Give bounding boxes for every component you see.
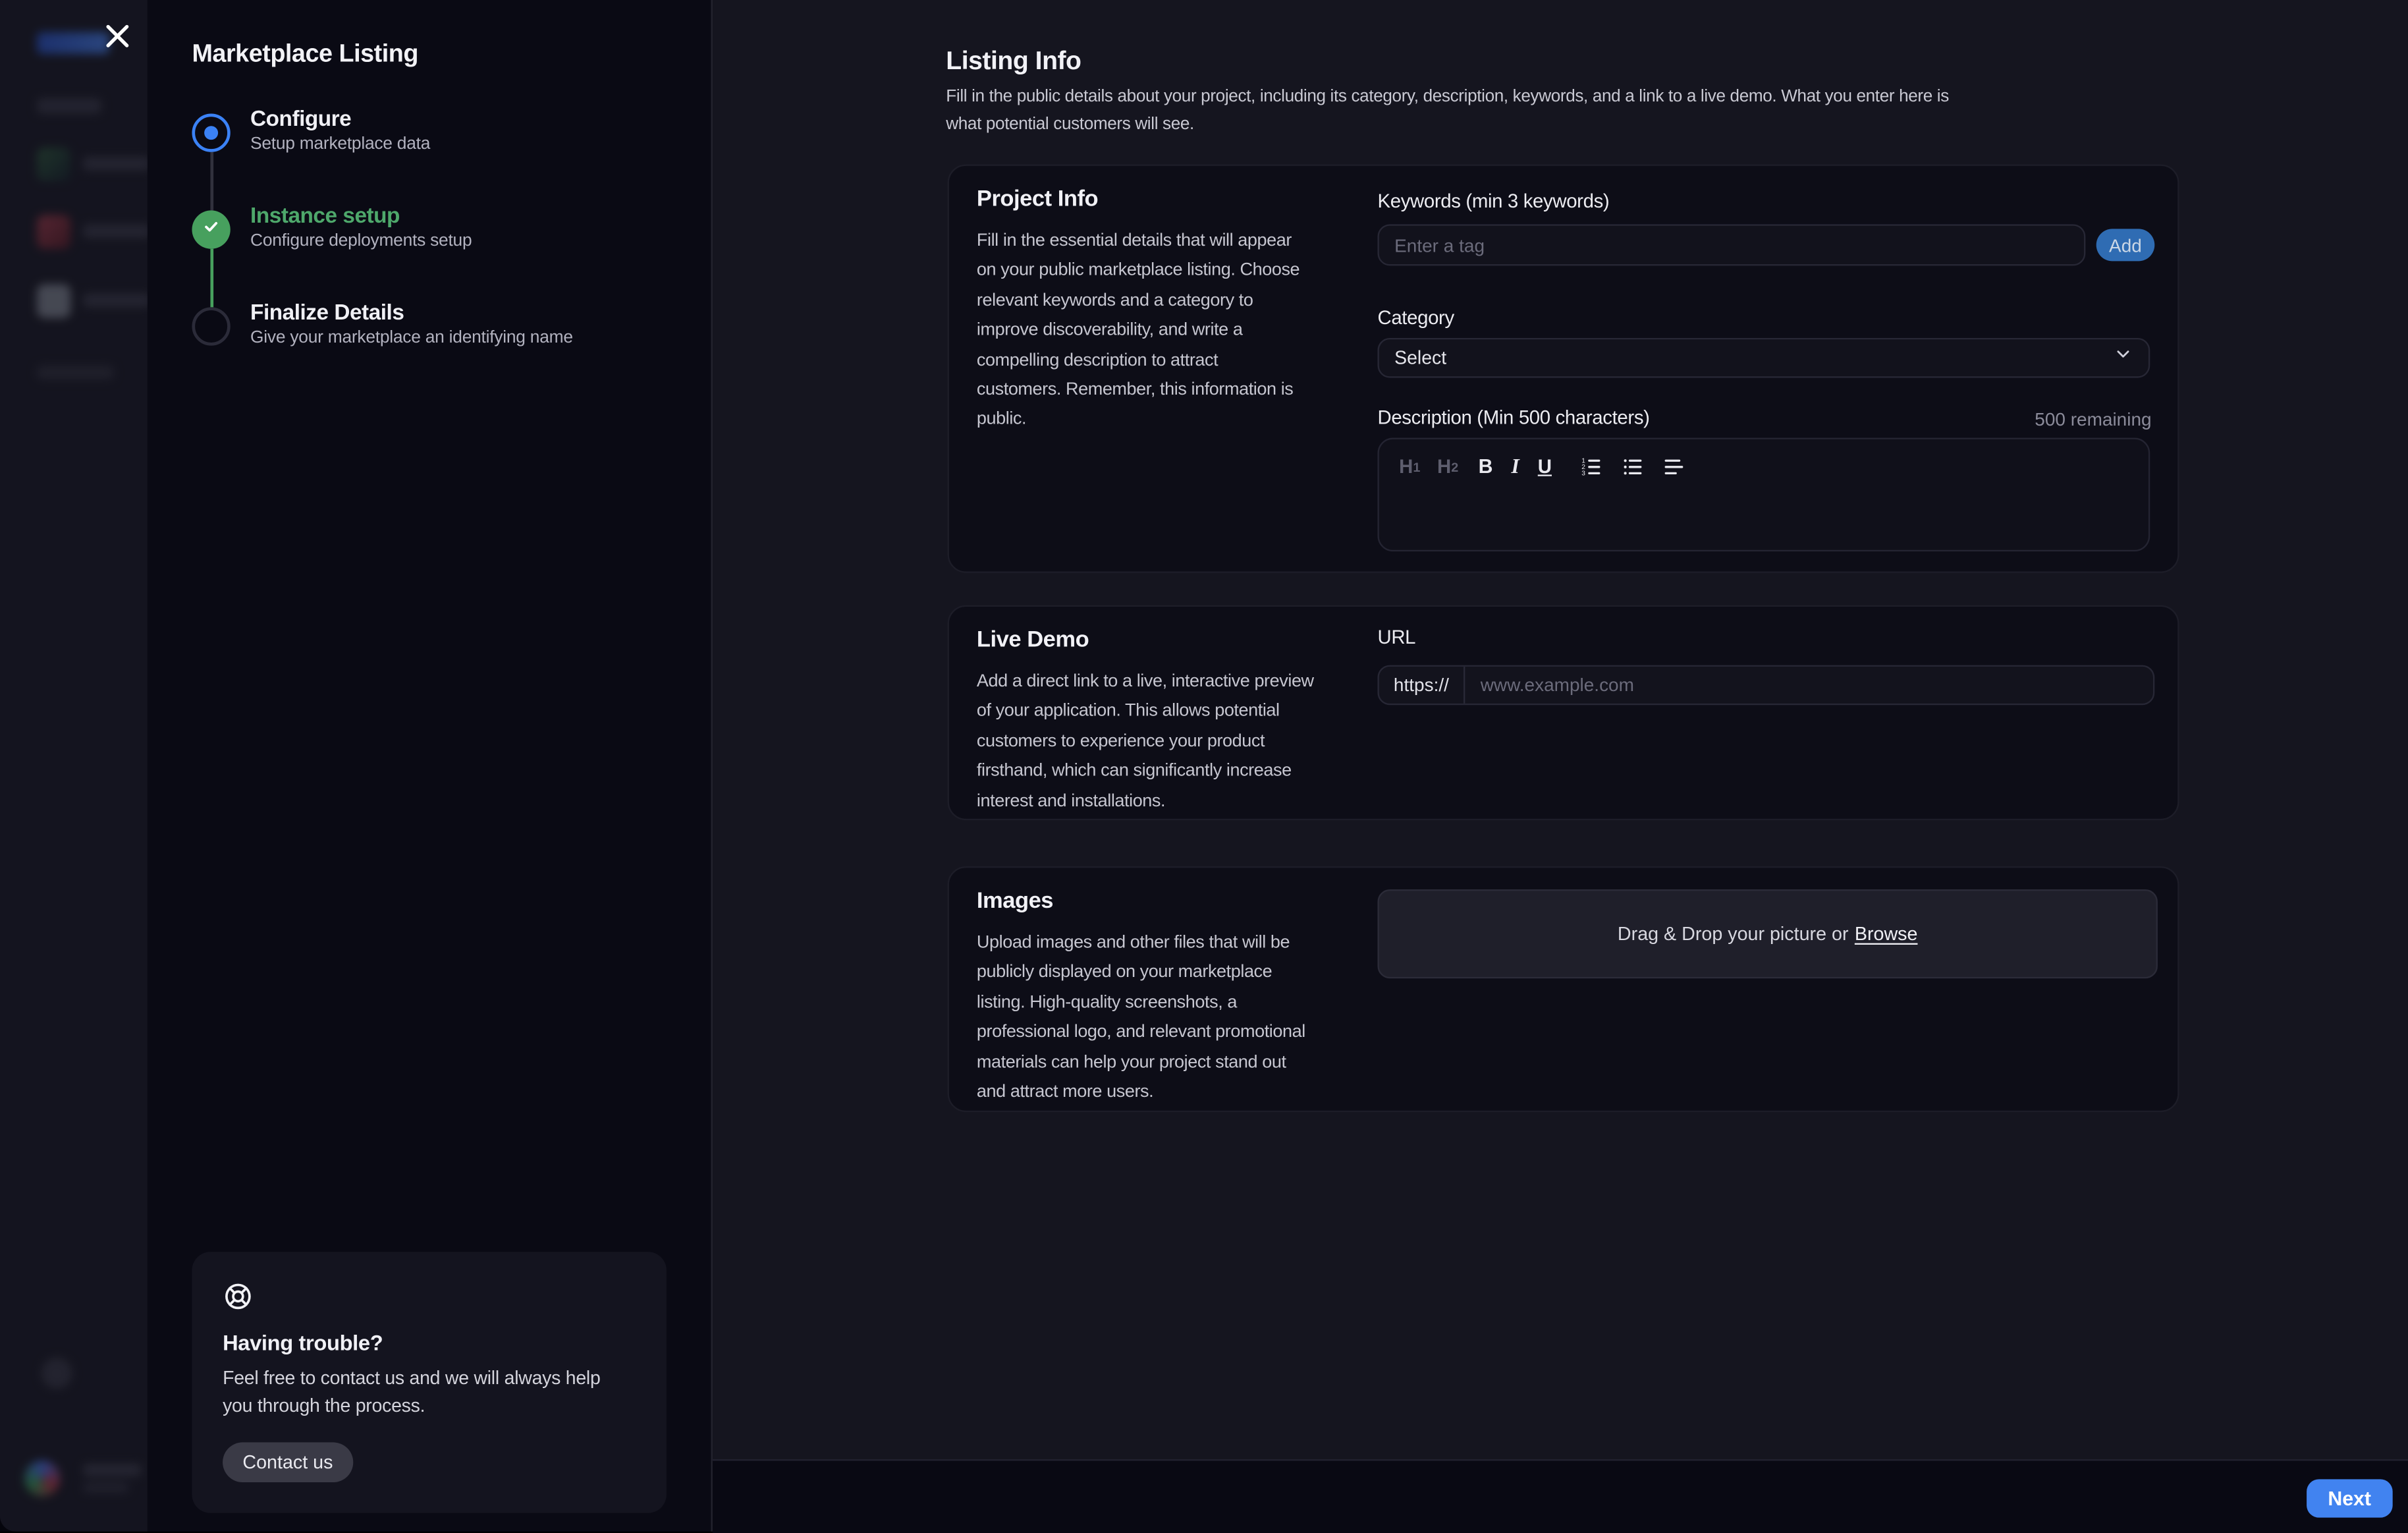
url-input[interactable] xyxy=(1465,666,2153,703)
category-label: Category xyxy=(1377,307,1454,329)
keyword-input[interactable] xyxy=(1377,224,2085,265)
url-input-group xyxy=(1377,664,2154,704)
images-description: Upload images and other files that will be publicly displayed on your marketplace listing. High-quality screenshots, a professional logo, and relevant promotional materials can help your project stand out and attract more users. xyxy=(976,932,1305,1101)
step-finalize-details-indicator xyxy=(192,307,230,345)
help-text: Feel free to contact us and we will always help xyxy=(223,1367,601,1389)
step-instance-setup-subtitle: Configure deployments setup xyxy=(250,232,472,251)
live-demo-title: Live Demo xyxy=(976,628,1089,653)
project-info-card xyxy=(948,164,2179,572)
ordered-list-icon[interactable] xyxy=(1581,455,1602,477)
page-title: Listing Info xyxy=(946,45,1081,76)
h2-button[interactable]: H 2 xyxy=(1437,455,1459,477)
marketplace-listing-modal xyxy=(148,0,2408,1532)
app-sidebar-blurred xyxy=(0,0,148,1532)
radio-dot-icon xyxy=(204,126,218,140)
characters-remaining: 500 remaining xyxy=(2035,408,2152,430)
help-card xyxy=(192,1252,666,1513)
project-info-title: Project Info xyxy=(976,187,1099,212)
svg-text:1: 1 xyxy=(1582,457,1587,464)
image-dropzone[interactable] xyxy=(1377,889,2157,978)
chevron-down-icon xyxy=(2113,343,2133,371)
h1-button[interactable]: H 1 xyxy=(1399,455,1421,477)
italic-button[interactable]: I xyxy=(1511,453,1519,477)
description-editor[interactable] xyxy=(1377,437,2150,551)
images-card xyxy=(948,866,2179,1112)
modal-title: Marketplace Listing xyxy=(192,40,418,68)
project-info-description: Fill in the essential details that will appear on your public marketplace listing. Choose relevant keywords and a category to improve discoverability, and write a compelling description to attract customers. Remember, this information is public. xyxy=(976,230,1300,430)
step-configure-subtitle: Setup marketplace data xyxy=(250,135,431,154)
images-title: Images xyxy=(976,889,1054,914)
category-select-value: Select xyxy=(1394,346,1447,368)
browse-link[interactable]: Browse xyxy=(1854,923,1918,945)
editor-toolbar xyxy=(1399,453,1685,480)
check-icon xyxy=(201,216,221,244)
bold-button[interactable]: B xyxy=(1478,455,1493,478)
modal-footer xyxy=(713,1459,2408,1533)
keywords-label: Keywords (min 3 keywords) xyxy=(1377,189,1610,211)
live-demo-card xyxy=(948,605,2179,820)
step-finalize-details-title[interactable]: Finalize Details xyxy=(250,300,404,325)
step-connector xyxy=(209,249,213,308)
next-button[interactable]: Next xyxy=(2307,1478,2393,1517)
help-title: Having trouble? xyxy=(223,1330,383,1355)
step-instance-setup-title[interactable]: Instance setup xyxy=(250,203,400,229)
contact-us-button[interactable]: Contact us xyxy=(223,1442,353,1482)
close-button[interactable] xyxy=(101,20,134,52)
svg-text:2: 2 xyxy=(1582,462,1587,470)
page-subtitle: Fill in the public details about your project, including its category, description, keywords, and a link to a live demo. What you enter here is xyxy=(946,87,1949,106)
dropzone-text: Drag & Drop your picture or xyxy=(1617,923,1849,945)
help-text: you through the process. xyxy=(223,1395,425,1416)
url-protocol-prefix: https:// xyxy=(1379,666,1465,703)
svg-text:3: 3 xyxy=(1582,469,1587,477)
lifebuoy-icon xyxy=(223,1281,254,1312)
add-keyword-button[interactable]: Add xyxy=(2096,229,2155,261)
description-label: Description (Min 500 characters) xyxy=(1377,406,1650,429)
stepper-panel xyxy=(148,0,711,1532)
underline-button[interactable]: U xyxy=(1537,455,1552,477)
step-connector xyxy=(209,152,213,211)
step-configure-indicator xyxy=(192,114,230,152)
category-select[interactable] xyxy=(1377,337,2150,377)
unordered-list-icon[interactable] xyxy=(1622,455,1644,477)
step-configure-title[interactable]: Configure xyxy=(250,107,352,132)
page-subtitle: what potential customers will see. xyxy=(946,115,1194,134)
step-finalize-details-subtitle: Give your marketplace an identifying name xyxy=(250,328,573,347)
close-icon xyxy=(101,20,134,52)
listing-info-content xyxy=(711,0,2408,1532)
step-instance-setup-indicator xyxy=(192,210,230,248)
align-left-icon[interactable] xyxy=(1664,455,1685,477)
url-label: URL xyxy=(1377,626,1416,648)
live-demo-description: Add a direct link to a live, interactive preview of your application. This allows potential customers to experience your product firsthand, which can significantly increase interest and installations. xyxy=(976,671,1314,811)
modal-backdrop xyxy=(0,0,148,1532)
